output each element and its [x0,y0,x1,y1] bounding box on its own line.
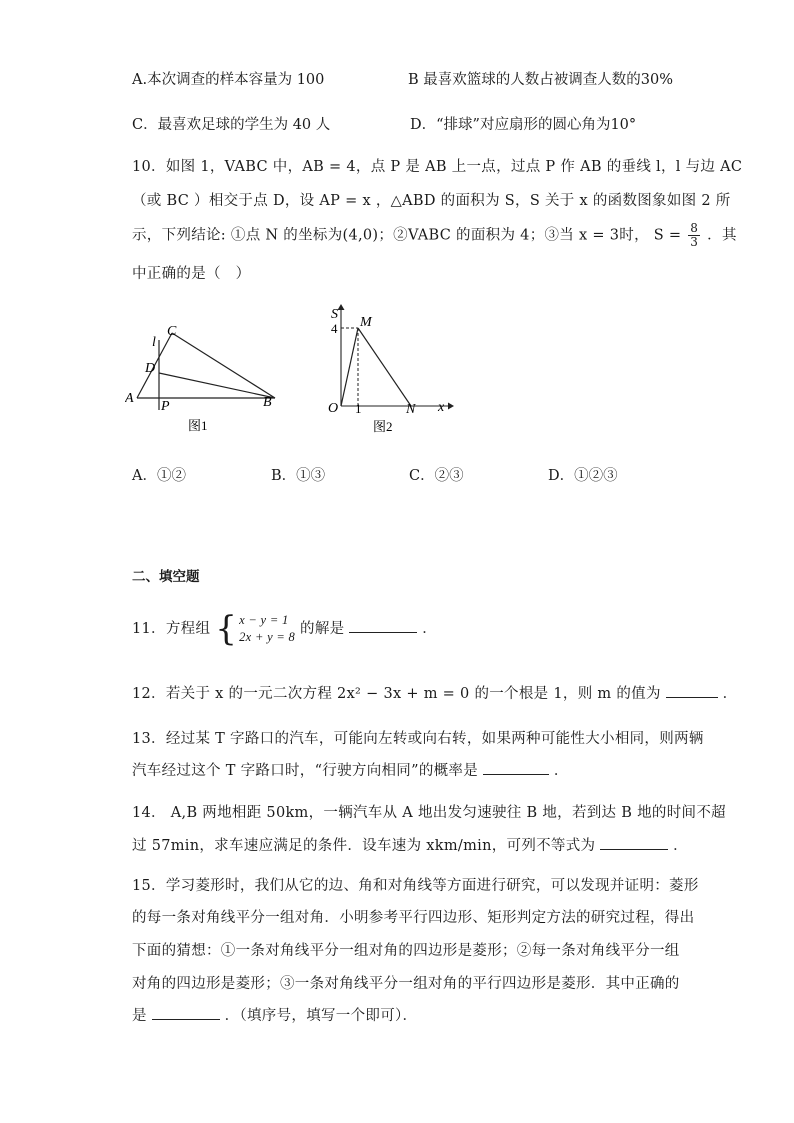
q14-line-2 [132,834,688,855]
q9-option-d: D．“排球”对应扇形的圆心角为10° [410,117,637,133]
q13-answer-blank[interactable] [483,760,549,775]
q15-answer-blank[interactable] [152,1005,220,1020]
fig1-segment-db [159,373,275,398]
fig2-label-o: O [328,401,339,416]
q11-line [132,609,438,649]
q11-brace: { [215,609,238,649]
q12-line [132,682,737,703]
fig1-segment-cb [172,333,275,398]
fig1-label-l: l [152,335,156,350]
q13-line-1: 13．经过某 T 字路口的汽车，可能向左转或向右转，如果两种可能性大小相同，则两辆 [132,731,704,747]
fig2-label-1: 1 [355,401,362,416]
fig2-label-x: x [438,400,445,415]
q11-answer-blank[interactable] [349,618,417,633]
q10-fraction [688,222,700,249]
q10-option-c: C．②③ [409,468,464,484]
q10-line-4: 中正确的是（ ） [132,266,251,282]
q15-line-1: 15．学习菱形时，我们从它的边、角和对角线等方面进行研究，可以发现并证明：菱形 [132,878,699,894]
fig1-caption: 图1 [188,418,208,433]
q11-eq-1: x − y = 1 [239,613,289,627]
fig2-segment-om [341,328,358,406]
q9-option-a: A.本次调查的样本容量为 100 [132,72,325,88]
q15-end: ．（填序号，填写一个即可）． [224,1008,418,1024]
q10-line-3-prefix: 示，下列结论: ①点 N 的坐标为(4,0)；②VABC 的面积为 4；③当 x = 3时， S = [132,227,682,244]
fig1-label-b: B [263,395,272,410]
q9-option-b: B 最喜欢篮球的人数占被调查人数的30% [408,72,673,88]
q15-line-2: 的每一条对角线平分一组对角．小明参考平行四边形、矩形判定方法的研究过程，得出 [132,910,695,926]
q12-end: ． [722,686,738,702]
q15-line-5-text: 是 [132,1008,147,1024]
q10-line-3 [132,222,737,249]
fig1-label-d: D [145,361,156,376]
q14-answer-blank[interactable] [600,835,668,850]
q13-end: ． [553,763,569,779]
figure-2 [320,298,460,440]
fig2-label-m: M [360,315,372,330]
q15-line-5 [132,1004,417,1025]
q10-line-2: （或 BC ）相交于点 D，设 AP = x ，△ABD 的面积为 S，S 关于 x 的函数图象如图 2 所 [132,193,731,209]
fig1-label-p: P [161,399,170,414]
q10-option-d: D．①②③ [548,468,618,484]
fig2-segment-mn [358,328,411,406]
q13-line-2-text: 汽车经过这个 T 字路口时，“行驶方向相同”的概率是 [132,763,479,779]
q11-equation-system [215,609,296,649]
q14-end: ． [673,838,688,854]
q13-line-2 [132,759,569,780]
q14-line-1: 14． A,B 两地相距 50km，一辆汽车从 A 地出发匀速驶往 B 地，若到达 B 地的时间不超 [132,805,726,821]
fig2-label-4: 4 [331,321,338,336]
q15-line-4: 对角的四边形是菱形；③一条对角线平分一组对角的平行四边形是菱形．其中正确的 [132,976,680,992]
q10-option-a: A．①② [132,468,186,484]
q15-line-3: 下面的猜想：①一条对角线平分一组对角的四边形是菱形；②每一条对角线平分一组 [132,943,680,959]
q11-end: ． [422,621,438,637]
q10-fraction-numerator: 8 [690,221,699,235]
fig2-caption: 图2 [373,419,393,434]
q11-prefix: 11．方程组 [132,621,211,637]
figure-1 [125,318,285,438]
q10-line-3-suffix: ．其 [707,227,737,244]
fig1-label-a: A [125,391,134,406]
fig2-x-arrow [448,403,454,410]
q12-answer-blank[interactable] [666,683,718,698]
fig2-y-arrow [338,304,345,310]
q10-option-b: B．①③ [271,468,326,484]
q11-suffix: 的解是 [300,621,345,637]
q10-fraction-denominator: 3 [690,235,699,249]
fig2-label-s: S [331,307,338,322]
q12-text: 12．若关于 x 的一元二次方程 2x² − 3x + m = 0 的一个根是 1，则 m 的值为 [132,686,661,702]
fig2-label-n: N [406,402,416,417]
fig1-label-c: C [167,324,177,339]
q10-line-1: 10．如图 1，VABC 中，AB = 4，点 P 是 AB 上一点，过点 P 作 AB 的垂线 l，l 与边 AC [132,159,743,175]
q9-option-c: C．最喜欢足球的学生为 40 人 [132,117,331,133]
q11-eq-2: 2x + y = 8 [239,630,296,644]
section-title: 二、填空题 [132,569,200,585]
q14-line-2-text: 过 57min，求车速应满足的条件．设车速为 xkm/min，可列不等式为 [132,838,596,854]
